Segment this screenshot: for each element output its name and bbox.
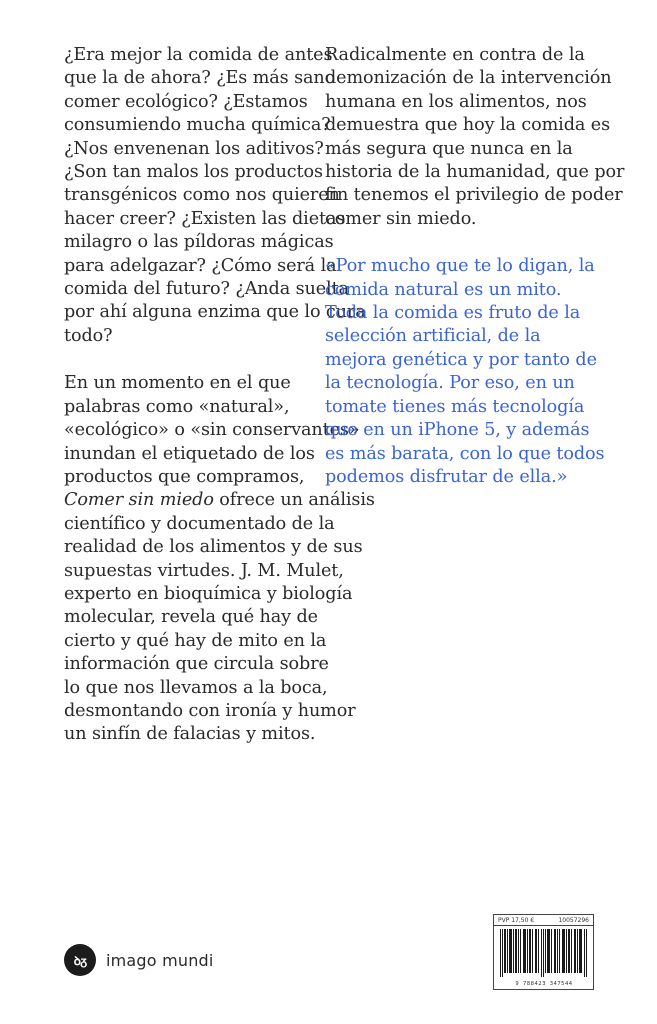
text-line: palabras como «natural», — [64, 396, 290, 417]
text-line: comer ecológico? ¿Estamos — [64, 91, 308, 112]
text-line: «ecológico» o «sin conservantes» — [64, 420, 360, 441]
text-line: Radicalmente en contra de la — [325, 45, 585, 65]
quote-line: selección artificial, de la — [325, 326, 541, 347]
text-line: consumiendo mucha química? — [64, 115, 331, 136]
quote-line: mejora genética y por tanto de — [325, 349, 597, 370]
quote-line: comida natural es un mito. — [325, 279, 562, 300]
text-line: científico y documentado de la — [64, 513, 335, 534]
text-line: un sinfín de falacias y mitos. — [64, 724, 316, 745]
barcode-icon — [500, 929, 588, 977]
text-line: información que circula sobre — [64, 654, 329, 675]
right-column — [325, 44, 625, 513]
left-column — [64, 44, 375, 771]
pull-quote — [325, 255, 605, 489]
publisher-name: imago mundi — [106, 950, 214, 970]
barcode-header — [494, 915, 593, 926]
text-line: transgénicos como nos quieren — [64, 185, 340, 206]
quote-line: Toda la comida es fruto de la — [325, 303, 581, 324]
text-line: realidad de los alimentos y de sus — [64, 537, 363, 558]
quote-line: la tecnología. Por eso, en un — [325, 373, 575, 394]
text-line: cierto y qué hay de mito en la — [64, 630, 327, 651]
text-line: ¿Nos envenenan los aditivos? — [64, 138, 324, 159]
text-line: por ahí alguna enzima que lo cura — [64, 302, 366, 323]
quote-line: es más barata, con lo que todos — [325, 443, 605, 464]
price-label: PVP 17,50 € — [498, 917, 535, 924]
text-line: más segura que nunca en la — [325, 138, 573, 159]
text-line: hacer creer? ¿Existen las dietas — [64, 208, 346, 229]
text-line: comer sin miedo. — [325, 208, 477, 229]
publisher-imprint — [64, 944, 214, 976]
text-fragment: ofrece un análisis — [213, 490, 375, 511]
summary-paragraph — [325, 44, 625, 231]
text-line: inundan el etiquetado de los — [64, 443, 315, 464]
text-line: experto en bioquímica y biología — [64, 583, 353, 604]
text-line: demonización de la intervención — [325, 68, 612, 89]
text-line: historia de la humanidad, que por — [325, 162, 625, 183]
text-line: milagro o las píldoras mágicas — [64, 232, 334, 253]
book-title: Comer sin miedo — [64, 490, 214, 511]
text-line: productos que compramos, — [64, 466, 305, 487]
text-line — [64, 489, 375, 512]
quote-line: que en un iPhone 5, y además — [325, 420, 590, 441]
quote-line: tomate tienes más tecnología — [325, 396, 585, 417]
text-line: que la de ahora? ¿Es más sano — [64, 68, 336, 89]
quote-line: podemos disfrutar de ella.» — [325, 466, 568, 487]
text-line: En un momento en el que — [64, 373, 291, 394]
text-line: ¿Son tan malos los productos — [64, 162, 323, 183]
publisher-logo-icon: ꝺᵹ — [64, 944, 96, 976]
product-code: 10057296 — [558, 917, 589, 924]
text-line: para adelgazar? ¿Cómo será la — [64, 255, 337, 276]
text-line: supuestas virtudes. J. M. Mulet, — [64, 560, 344, 581]
text-line: fin tenemos el privilegio de poder — [325, 185, 623, 206]
text-line: molecular, revela qué hay de — [64, 607, 318, 628]
barcode-digits: 9 788423 347544 — [515, 981, 573, 987]
text-line: humana en los alimentos, nos — [325, 91, 587, 112]
text-line: demuestra que hoy la comida es — [325, 115, 610, 136]
text-line: comida del futuro? ¿Anda suelta — [64, 279, 349, 300]
text-line: ¿Era mejor la comida de antes — [64, 45, 333, 65]
barcode-label — [493, 914, 594, 990]
quote-line: «Por mucho que te lo digan, la — [325, 256, 595, 277]
text-line: desmontando con ironía y humor — [64, 700, 356, 721]
intro-questions-paragraph — [64, 44, 366, 348]
text-line: todo? — [64, 325, 113, 346]
description-paragraph — [64, 372, 375, 747]
text-line: lo que nos llevamos a la boca, — [64, 677, 328, 698]
